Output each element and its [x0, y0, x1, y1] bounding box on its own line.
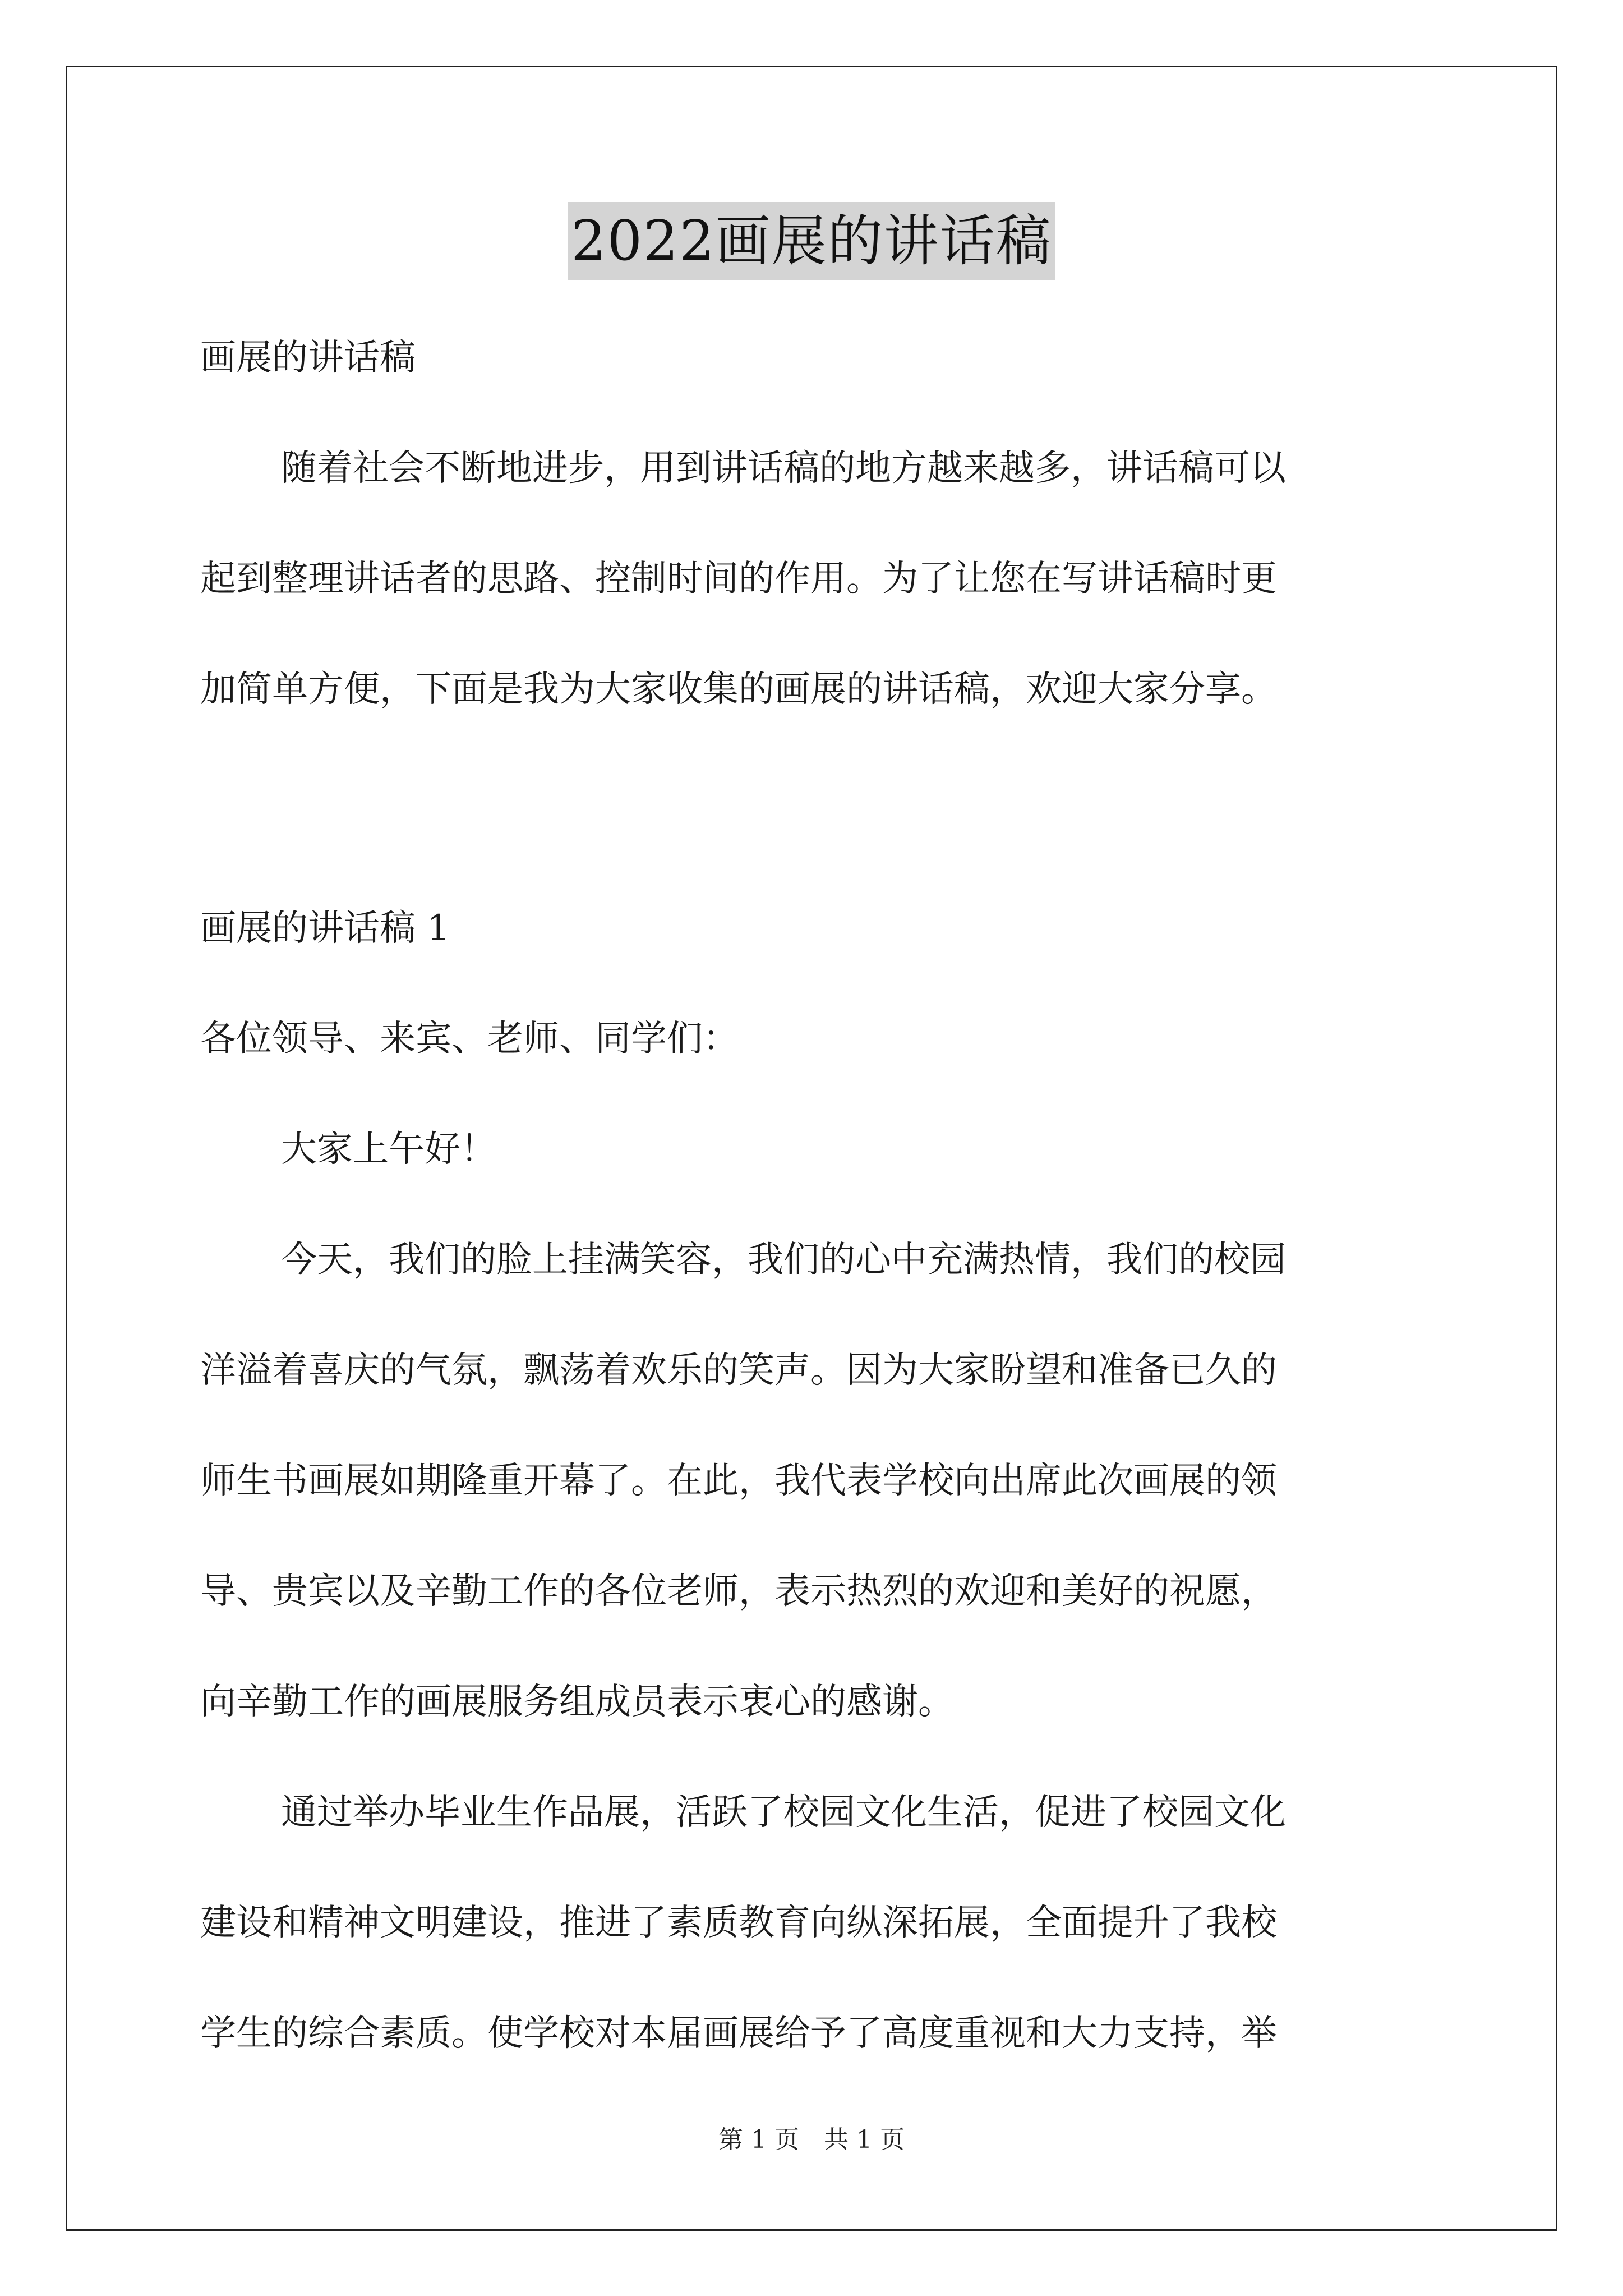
- text-line: 大家上午好！: [281, 1129, 496, 1170]
- text-line: 通过举办毕业生作品展，活跃了校园文化生活，促进了校园文化: [281, 1792, 1286, 1833]
- text-line: 洋溢着喜庆的气氛，飘荡着欢乐的笑声。因为大家盼望和准备已久的: [200, 1350, 1277, 1391]
- text-line: 导、贵宾以及辛勤工作的各位老师，表示热烈的欢迎和美好的祝愿，: [200, 1571, 1277, 1612]
- text-line: 各位领导、来宾、老师、同学们：: [200, 1018, 739, 1060]
- text-line: 学生的综合素质。使学校对本届画展给予了高度重视和大力支持，举: [200, 2013, 1277, 2054]
- text-line: 师生书画展如期隆重开幕了。在此，我代表学校向出席此次画展的领: [200, 1460, 1277, 1502]
- title-container: [0, 202, 1623, 280]
- text-line: 向辛勤工作的画展服务组成员表示衷心的感谢。: [200, 1681, 954, 1723]
- paragraph-gap: [200, 754, 1428, 864]
- text-line: 画展的讲话稿 1: [200, 908, 450, 949]
- text-line: 今天，我们的脸上挂满笑容，我们的心中充满热情，我们的校园: [281, 1239, 1286, 1281]
- document-body: [200, 303, 1428, 2089]
- page-footer: 第 1 页 共 1 页: [718, 2125, 905, 2154]
- document-title: 2022画展的讲话稿: [568, 202, 1055, 280]
- text-line: 画展的讲话稿: [200, 337, 416, 379]
- text-line: 起到整理讲话者的思路、控制时间的作用。为了让您在写讲话稿时更: [200, 558, 1277, 600]
- text-line: 随着社会不断地进步，用到讲话稿的地方越来越多，讲话稿可以: [281, 448, 1286, 489]
- text-line: 建设和精神文明建设，推进了素质教育向纵深拓展，全面提升了我校: [200, 1902, 1277, 1944]
- text-line: 加简单方便，下面是我为大家收集的画展的讲话稿，欢迎大家分享。: [200, 669, 1277, 710]
